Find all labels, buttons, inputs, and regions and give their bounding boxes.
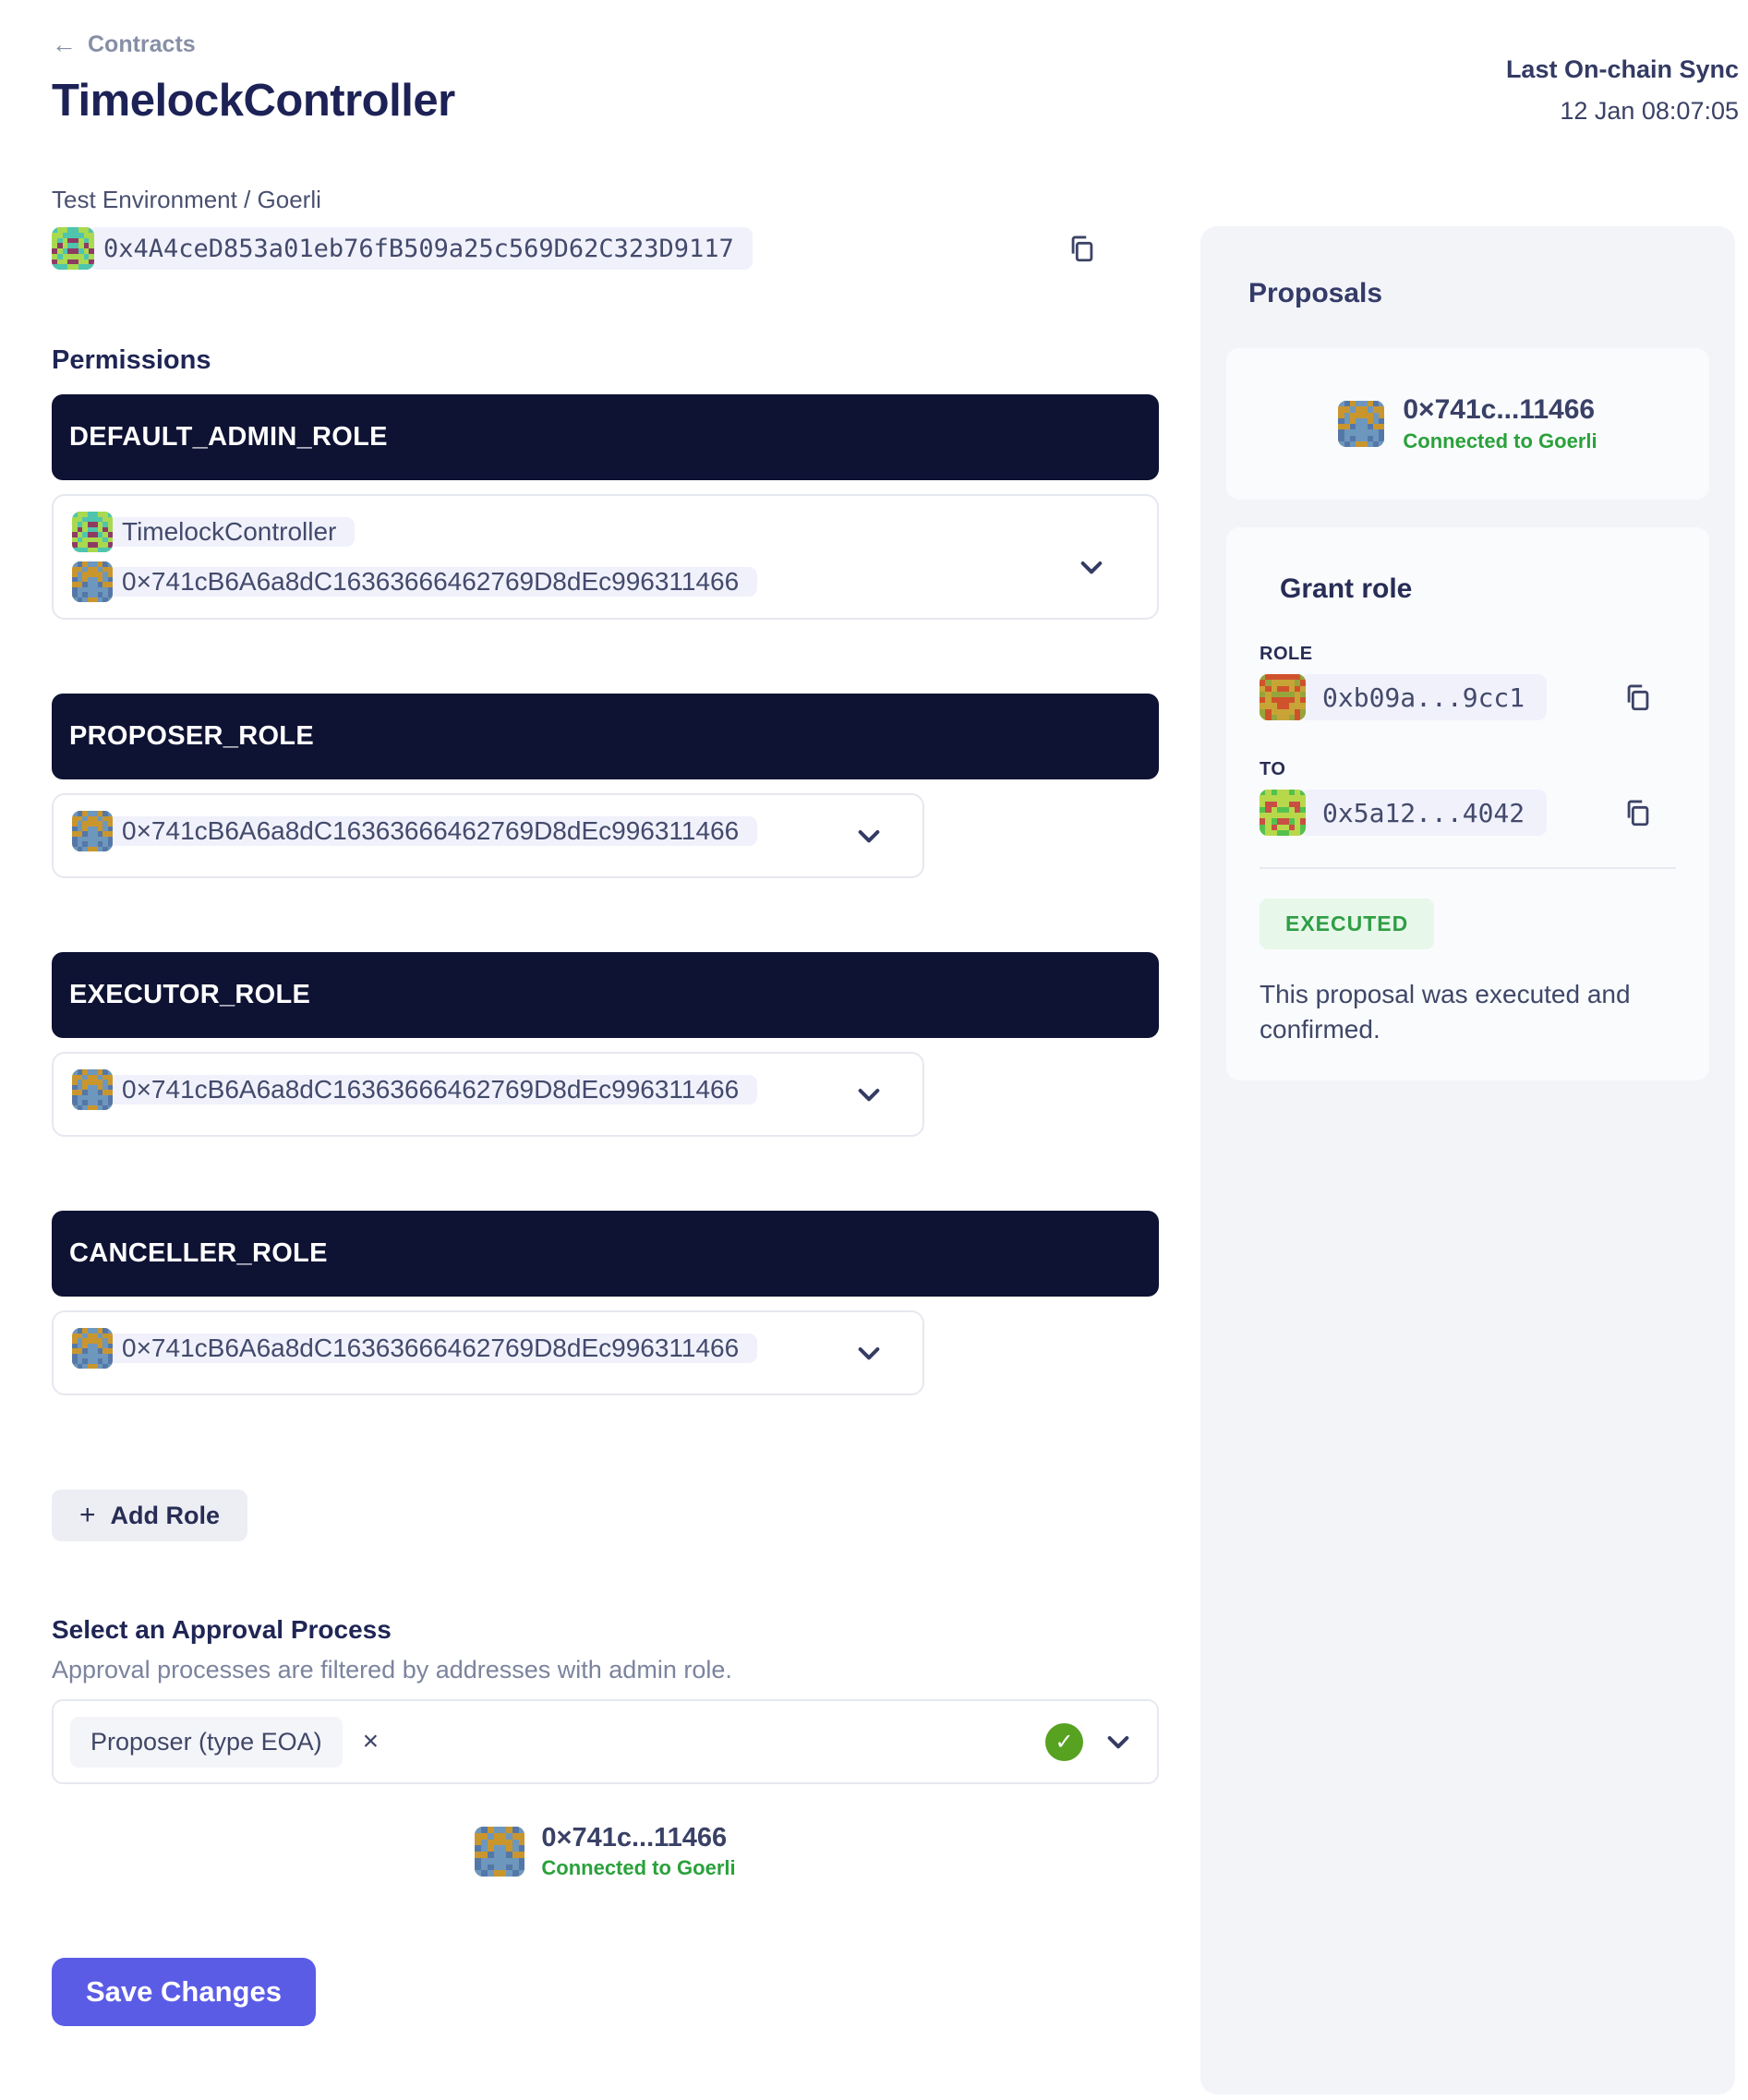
copy-icon xyxy=(1067,233,1098,264)
chevron-down-icon xyxy=(854,821,884,851)
role-hash-identicon xyxy=(1260,674,1306,720)
divider xyxy=(1260,867,1676,869)
page-title: TimelockController xyxy=(52,76,455,126)
member-identicon xyxy=(72,1069,113,1110)
member-identicon xyxy=(72,512,113,552)
proposal-identicon xyxy=(1338,401,1384,447)
role-card-proposer xyxy=(52,793,924,878)
expand-role-button[interactable] xyxy=(854,821,884,851)
member-address-chip: 0×741cB6A6a8dC16363666462769D8dEc996311466 xyxy=(107,816,757,846)
member-address-chip: 0×741cB6A6a8dC16363666462769D8dEc996311466 xyxy=(107,1334,757,1363)
chevron-down-icon xyxy=(854,1080,884,1109)
breadcrumb[interactable] xyxy=(52,31,1159,58)
member-identicon xyxy=(72,1328,113,1369)
approval-process-heading: Select an Approval Process xyxy=(52,1615,392,1644)
role-field-row xyxy=(1260,674,1676,720)
proposal-list-item[interactable] xyxy=(1226,348,1709,500)
to-field-label: TO xyxy=(1260,759,1286,779)
member-identicon xyxy=(72,811,113,851)
to-field-row xyxy=(1260,790,1676,836)
role-banner-executor xyxy=(52,952,1159,1038)
member-row xyxy=(72,1069,904,1110)
last-sync-label: Last On-chain Sync xyxy=(1505,55,1739,83)
chevron-down-icon xyxy=(1103,1727,1133,1756)
connected-account-status: Connected to Goerli xyxy=(541,1856,736,1879)
approval-process-subtitle: Approval processes are filtered by addresses with admin role. xyxy=(52,1656,732,1684)
copy-to-button[interactable] xyxy=(1622,797,1654,828)
proposal-status: Connected to Goerli xyxy=(1403,429,1597,453)
member-row xyxy=(72,1328,904,1369)
contract-address: 0x4A4ceD853a01eb76fB509a25c569D62C323D9117 xyxy=(89,227,753,270)
proposals-heading: Proposals xyxy=(1248,278,1383,308)
role-card-canceller xyxy=(52,1310,924,1395)
approval-process-select[interactable] xyxy=(52,1699,1159,1784)
role-banner-proposer xyxy=(52,694,1159,779)
last-sync-block xyxy=(1506,55,1739,126)
member-address-chip: 0×741cB6A6a8dC16363666462769D8dEc996311466 xyxy=(107,1075,757,1104)
chevron-down-icon xyxy=(854,1338,884,1368)
save-changes-button[interactable]: Save Changes xyxy=(52,1958,316,2026)
role-card-default-admin xyxy=(52,494,1159,620)
member-contract-chip: TimelockController xyxy=(107,517,355,547)
grant-role-title: Grant role xyxy=(1280,573,1413,604)
member-row xyxy=(72,512,1139,552)
connected-account-identicon xyxy=(475,1827,524,1877)
chevron-down-icon xyxy=(1077,552,1106,582)
copy-role-button[interactable] xyxy=(1622,682,1654,713)
proposal-note: This proposal was executed and confirmed. xyxy=(1260,980,1631,1044)
permissions-heading: Permissions xyxy=(52,345,211,375)
breadcrumb-label: Contracts xyxy=(88,31,196,57)
member-address-chip: 0×741cB6A6a8dC16363666462769D8dEc996311466 xyxy=(107,567,757,597)
contract-identicon xyxy=(52,227,94,270)
environment-label: Test Environment / Goerli xyxy=(52,186,321,213)
connected-account-row xyxy=(52,1823,1159,1880)
connected-account-name: 0×741c...11466 xyxy=(541,1823,728,1853)
close-icon: × xyxy=(362,1726,380,1756)
grant-role-card xyxy=(1226,527,1709,1080)
add-role-button[interactable] xyxy=(52,1490,247,1541)
valid-check-icon: ✓ xyxy=(1045,1723,1083,1761)
role-banner-label: DEFAULT_ADMIN_ROLE xyxy=(69,422,388,452)
copy-address-button[interactable] xyxy=(1067,233,1098,264)
expand-role-button[interactable] xyxy=(854,1080,884,1109)
contract-address-row xyxy=(52,227,1159,270)
proposal-name: 0×741c...11466 xyxy=(1403,394,1596,425)
expand-role-button[interactable] xyxy=(1077,552,1106,582)
to-address-value: 0x5a12...4042 xyxy=(1300,790,1547,836)
member-row xyxy=(72,561,1139,602)
selected-approval-chip: Proposer (type EOA) xyxy=(70,1717,343,1768)
status-badge: EXECUTED xyxy=(1260,899,1434,949)
copy-icon xyxy=(1622,682,1654,713)
add-role-label: Add Role xyxy=(110,1501,221,1529)
to-address-identicon xyxy=(1260,790,1306,836)
member-row xyxy=(72,811,904,851)
role-banner-canceller xyxy=(52,1211,1159,1297)
member-identicon xyxy=(72,561,113,602)
role-banner-default-admin xyxy=(52,394,1159,480)
role-banner-label: PROPOSER_ROLE xyxy=(69,721,314,751)
role-banner-label: EXECUTOR_ROLE xyxy=(69,980,311,1009)
role-card-executor xyxy=(52,1052,924,1137)
expand-role-button[interactable] xyxy=(854,1338,884,1368)
role-banner-label: CANCELLER_ROLE xyxy=(69,1238,328,1268)
main-column xyxy=(52,0,1159,2026)
role-field-label: ROLE xyxy=(1260,644,1313,664)
last-sync-time: 12 Jan 08:07:05 xyxy=(1560,97,1739,125)
copy-icon xyxy=(1622,797,1654,828)
remove-selection-button[interactable] xyxy=(363,1728,380,1756)
back-arrow-icon: ← xyxy=(52,30,77,58)
role-hash-value: 0xb09a...9cc1 xyxy=(1300,674,1547,720)
plus-icon: + xyxy=(79,1500,96,1530)
proposals-panel xyxy=(1200,226,1735,2094)
